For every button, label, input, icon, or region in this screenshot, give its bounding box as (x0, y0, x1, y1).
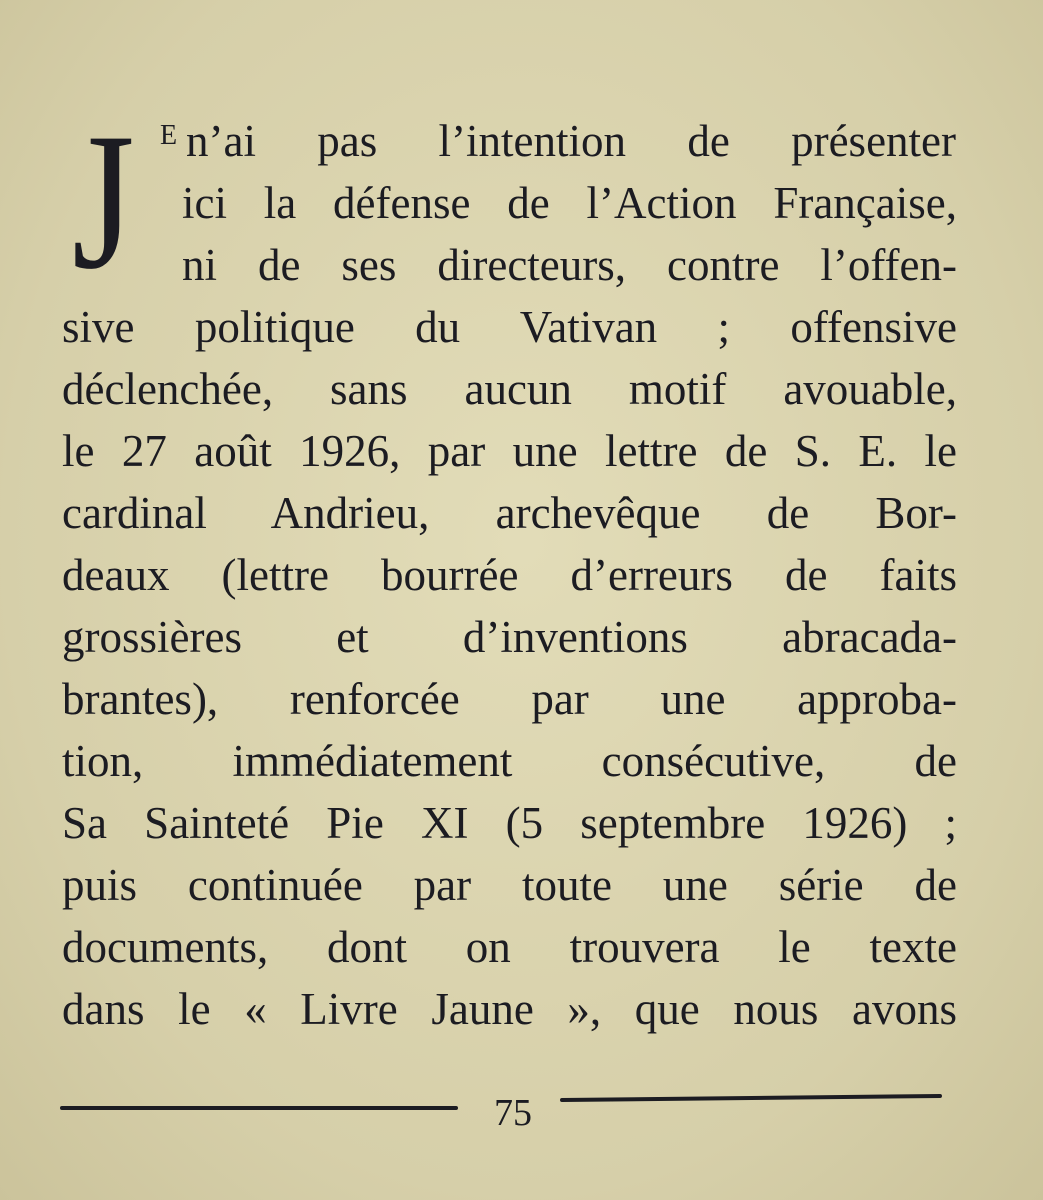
text-line: sive politique du Vativan ; offensive (62, 302, 957, 352)
page-number: 75 (494, 1092, 532, 1134)
text-line: grossières et d’inventions abracada- (62, 612, 957, 662)
text-line: tion, immédiatement consécutive, de (62, 736, 957, 786)
footer-rule-left (60, 1106, 458, 1110)
text-line: documents, dont on trouvera le texte (62, 922, 957, 972)
text-line: le 27 août 1926, par une lettre de S. E. le (62, 426, 957, 476)
text-line: ici la défense de l’Action Française, (182, 178, 957, 228)
text-line: deaux (lettre bourrée d’erreurs de faits (62, 550, 957, 600)
drop-cap-small-caps: E (160, 120, 179, 151)
text-line: dans le « Livre Jaune », que nous avons (62, 984, 957, 1034)
footer-rule-right (560, 1094, 942, 1102)
text-line: brantes), renforcée par une approba- (62, 674, 957, 724)
text-line: déclenchée, sans aucun motif avouable, (62, 364, 957, 414)
drop-cap: J (72, 93, 135, 310)
text-line: n’ai pas l’intention de présenter (186, 116, 956, 166)
text-line: cardinal Andrieu, archevêque de Bor- (62, 488, 957, 538)
text-line: ni de ses directeurs, contre l’offen- (182, 240, 957, 290)
text-line: puis continuée par toute une série de (62, 860, 957, 910)
text-line: Sa Sainteté Pie XI (5 septembre 1926) ; (62, 798, 957, 848)
